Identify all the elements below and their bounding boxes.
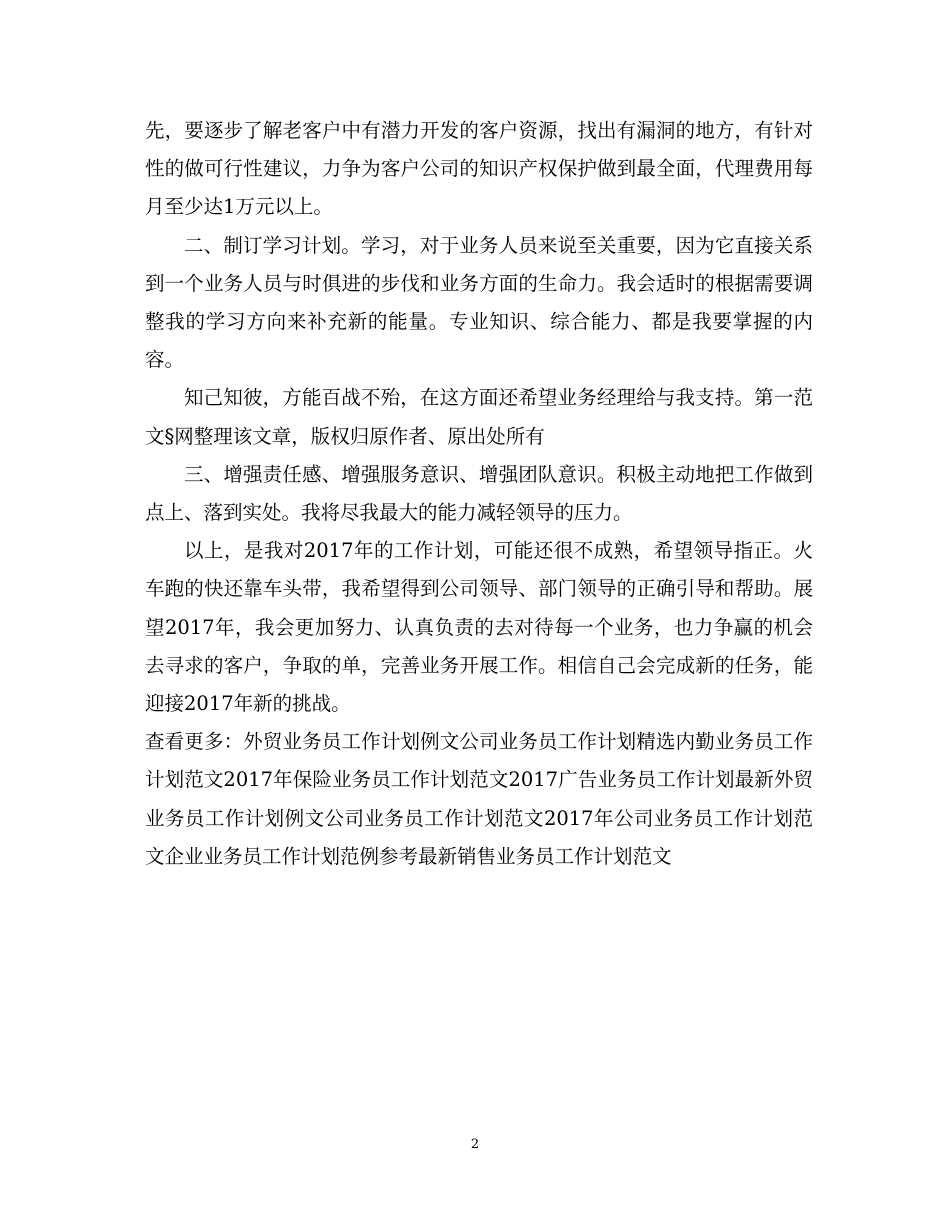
page-number: 2 [470,1137,480,1152]
paragraph-see-more: 查看更多：外贸业务员工作计划例文公司业务员工作计划精选内勤业务员工作计划范文2017年保险业务员工作计划范文2017广告业务员工作计划最新外贸业务员工作计划例文公司业务员工作计划范文2017年公司业务员工作计划范文企业业务员工作计划范例参考最新销售业务员工作计划范文 [145,730,813,868]
paragraph-responsibility: 三、增强责任感、增强服务意识、增强团队意识。积极主动地把工作做到点上、落到实处。我将尽我最大的能力减轻领导的压力。 [145,462,813,525]
paragraph-continuation: 先，要逐步了解老客户中有潜力开发的客户资源，找出有漏洞的地方，有针对性的做可行性建议，力争为客户公司的知识产权保护做到最全面，代理费用每月至少达1万元以上。 [145,119,813,219]
paragraph-study-plan: 二、制订学习计划。学习，对于业务人员来说至关重要，因为它直接关系到一个业务人员与时俱进的步伐和业务方面的生命力。我会适时的根据需要调整我的学习方向来补充新的能量。专业知识、综合能力、都是我要掌握的内容。 [145,233,813,372]
document-body [145,112,813,876]
paragraph-know-yourself: 知己知彼，方能百战不殆，在这方面还希望业务经理给与我支持。第一范文§网整理该文章，版权归原作者、原出处所有 [145,386,813,448]
paragraph-conclusion: 以上，是我对2017年的工作计划，可能还很不成熟，希望领导指正。火车跑的快还靠车头带，我希望得到公司领导、部门领导的正确引导和帮助。展望2017年，我会更加努力、认真负责的去对待每一个业务，也力争赢的机会去寻求的客户，争取的单，完善业务开展工作。相信自己会完成新的任务，能迎接2017年新的挑战。 [145,539,813,716]
